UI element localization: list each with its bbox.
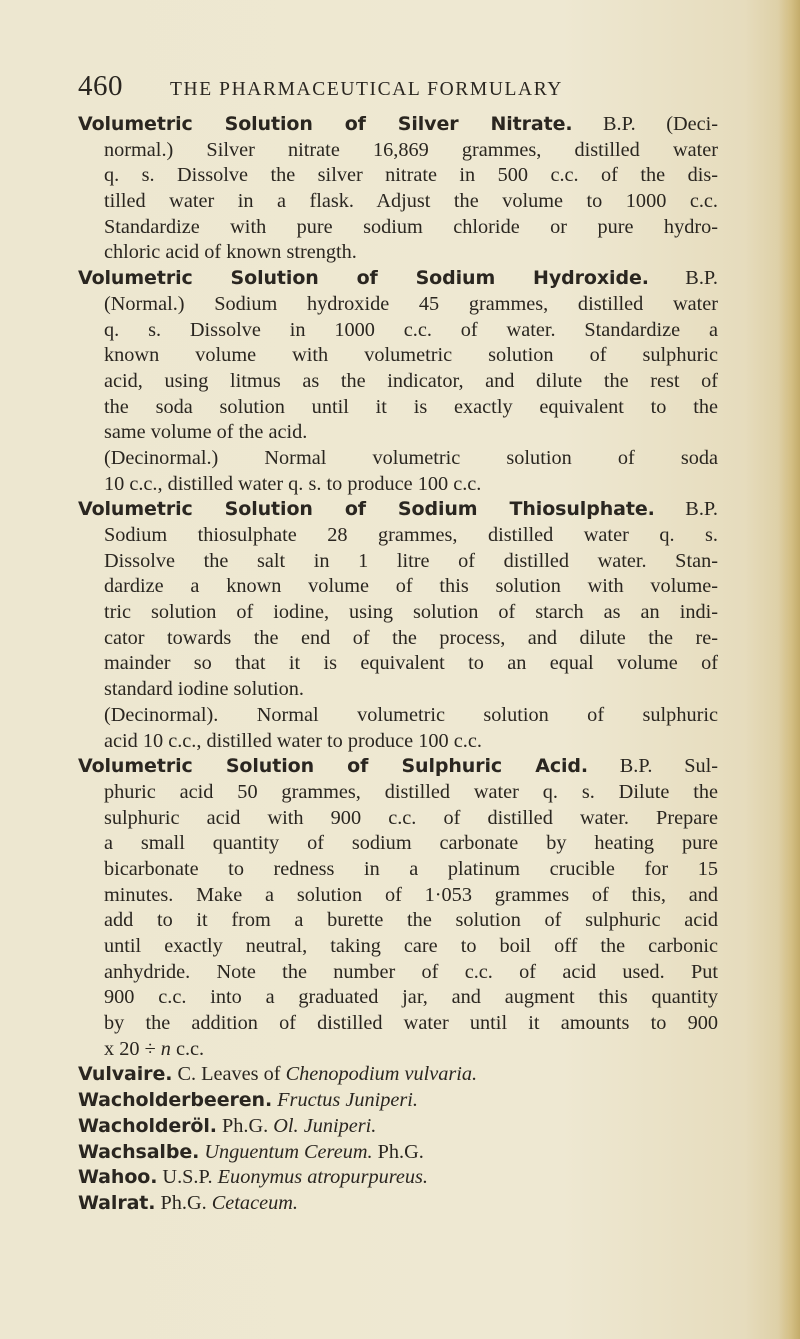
text-line xyxy=(78,1011,718,1037)
page-number: 460 xyxy=(78,70,123,102)
entry-latin-name: Ol. Juniperi. xyxy=(273,1114,377,1137)
text-line xyxy=(78,883,718,909)
formulary-entry xyxy=(78,1062,718,1088)
entry-text-tail: Ph.G. xyxy=(372,1140,424,1163)
entry-heading: Wahoo. xyxy=(78,1166,158,1189)
text-line xyxy=(78,292,718,318)
entry-text: B.P. (Deci- xyxy=(572,113,718,135)
formulary-entry xyxy=(78,266,718,497)
text-line xyxy=(78,420,718,446)
formulary-entry xyxy=(78,1114,718,1140)
entry-text: Ph.G. xyxy=(216,1114,274,1137)
entry-text: Standardize with pure sodium chloride or pure hydro- xyxy=(104,215,718,238)
entry-heading: Volumetric Solution of Sodium Thiosulphate. xyxy=(78,498,655,521)
text-line xyxy=(78,189,718,215)
formulary-entry xyxy=(78,754,718,1062)
text-line xyxy=(78,1191,718,1217)
entry-text: chloric acid of known strength. xyxy=(104,241,357,264)
formulary-entry xyxy=(78,1191,718,1217)
entry-text: until exactly neutral, taking care to boil off the carbonic xyxy=(104,935,718,957)
text-line xyxy=(78,985,718,1011)
entry-text: B.P. Sul- xyxy=(588,755,718,778)
text-line xyxy=(78,1088,718,1114)
text-line xyxy=(78,369,718,395)
text-line xyxy=(78,138,718,164)
entry-text: Ph.G. xyxy=(155,1191,212,1214)
text-line xyxy=(78,266,718,292)
formulary-entry xyxy=(78,1088,718,1114)
formulary-text xyxy=(78,112,718,1217)
entry-heading: Volumetric Solution of Silver Nitrate. xyxy=(78,113,573,135)
formulary-entry xyxy=(78,1165,718,1191)
text-line xyxy=(78,112,718,138)
entry-text: B.P. xyxy=(654,498,718,521)
formulary-entry xyxy=(78,1140,718,1166)
entry-text: B.P. xyxy=(648,267,718,290)
entry-text-tail: c.c. xyxy=(170,1037,205,1060)
entry-text: 10 c.c., distilled water q. s. to produce 100 c.c. xyxy=(104,472,482,495)
text-line xyxy=(78,729,718,755)
text-line xyxy=(78,831,718,857)
text-line xyxy=(78,318,718,344)
entry-heading: Wachsalbe. xyxy=(78,1140,200,1163)
formulary-entry xyxy=(78,112,718,266)
text-line xyxy=(78,446,718,472)
entry-latin-name: Unguentum Cereum. xyxy=(204,1140,373,1163)
text-line xyxy=(78,215,718,241)
entry-latin-name: n xyxy=(160,1037,171,1060)
entry-text: sulphuric acid with 900 c.c. of distilled water. Prepare xyxy=(104,806,718,829)
entry-latin-name: Cetaceum. xyxy=(211,1191,298,1214)
entry-text: q. s. Dissolve in 1000 c.c. of water. Standardize a xyxy=(104,318,718,341)
text-line xyxy=(78,1037,718,1063)
entry-text: by the addition of distilled water until it amounts to 900 xyxy=(104,1012,718,1035)
page-header xyxy=(78,70,718,106)
entry-text: acid 10 c.c., distilled water to produce 100 c.c. xyxy=(104,729,482,752)
entry-text: mainder so that it is equivalent to an equal volume of xyxy=(104,652,718,675)
text-line xyxy=(78,1062,718,1088)
entry-text: x 20 ÷ xyxy=(104,1037,161,1060)
entry-heading: Volumetric Solution of Sulphuric Acid. xyxy=(78,755,589,778)
page-edge-shading xyxy=(778,0,800,1339)
entry-text: the soda solution until it is exactly equivalent to the xyxy=(104,395,718,418)
entry-text: dardize a known volume of this solution with volume- xyxy=(104,575,718,598)
text-line xyxy=(78,343,718,369)
entry-text: (Decinormal.) Normal volumetric solution of soda xyxy=(104,446,718,469)
text-line xyxy=(78,574,718,600)
formulary-entry xyxy=(78,497,718,754)
entry-text: cator towards the end of the process, and dilute the re- xyxy=(104,626,718,649)
entry-text: Dissolve the salt in 1 litre of distilled water. Stan- xyxy=(104,549,718,572)
text-line xyxy=(78,857,718,883)
text-line xyxy=(78,780,718,806)
entry-text: anhydride. Note the number of c.c. of acid used. Put xyxy=(104,960,718,983)
entry-text: normal.) Silver nitrate 16,869 grammes, distilled water xyxy=(104,138,718,161)
text-line xyxy=(78,934,718,960)
text-line xyxy=(78,754,718,780)
entry-text: minutes. Make a solution of 1·053 grammes of this, and xyxy=(104,883,718,906)
entry-latin-name: Fructus Juniperi. xyxy=(277,1089,418,1112)
entry-text: acid, using litmus as the indicator, and dilute the rest of xyxy=(104,369,718,392)
text-line xyxy=(78,908,718,934)
entry-text: add to it from a burette the solution of sulphuric acid xyxy=(104,909,718,932)
text-line xyxy=(78,523,718,549)
entry-text: known volume with volumetric solution of sulphuric xyxy=(104,344,718,367)
entry-text: bicarbonate to redness in a platinum crucible for 15 xyxy=(104,857,718,880)
entry-text: U.S.P. xyxy=(157,1166,218,1189)
text-line xyxy=(78,1165,718,1191)
entry-text: 900 c.c. into a graduated jar, and augment this quantity xyxy=(104,986,718,1009)
entry-latin-name: Euonymus atropurpureus. xyxy=(217,1166,428,1189)
text-line xyxy=(78,163,718,189)
text-line xyxy=(78,626,718,652)
entry-heading: Wacholderbeeren. xyxy=(78,1089,273,1112)
entry-text: Sodium thiosulphate 28 grammes, distilled water q. s. xyxy=(104,524,718,546)
text-line xyxy=(78,600,718,626)
running-title: THE PHARMACEUTICAL FORMULARY xyxy=(170,79,563,100)
entry-heading: Walrat. xyxy=(78,1191,156,1214)
entry-text: standard iodine solution. xyxy=(104,678,304,701)
text-line xyxy=(78,703,718,729)
entry-text: phuric acid 50 grammes, distilled water q. s. Dilute the xyxy=(104,780,718,803)
entry-heading: Wacholderöl. xyxy=(78,1114,217,1137)
text-line xyxy=(78,472,718,498)
text-line xyxy=(78,1114,718,1140)
entry-text: tric solution of iodine, using solution of starch as an indi- xyxy=(104,601,718,624)
text-line xyxy=(78,240,718,266)
entry-heading: Vulvaire. xyxy=(78,1063,173,1086)
entry-text: a small quantity of sodium carbonate by heating pure xyxy=(104,832,718,855)
text-line xyxy=(78,806,718,832)
text-line xyxy=(78,960,718,986)
text-line xyxy=(78,549,718,575)
entry-heading: Volumetric Solution of Sodium Hydroxide. xyxy=(78,267,649,290)
text-line xyxy=(78,1140,718,1166)
entry-text: C. Leaves of xyxy=(172,1063,286,1086)
entry-text: same volume of the acid. xyxy=(104,421,308,444)
entry-text: (Normal.) Sodium hydroxide 45 grammes, distilled water xyxy=(104,292,718,315)
entry-text: tilled water in a flask. Adjust the volume to 1000 c.c. xyxy=(104,190,718,213)
text-line xyxy=(78,497,718,523)
text-line xyxy=(78,651,718,677)
text-line xyxy=(78,395,718,421)
entry-text: (Decinormal). Normal volumetric solution of sulphuric xyxy=(104,703,718,726)
text-line xyxy=(78,677,718,703)
entry-latin-name: Chenopodium vulvaria. xyxy=(285,1063,478,1086)
entry-text: q. s. Dissolve the silver nitrate in 500 c.c. of the dis- xyxy=(104,164,718,187)
